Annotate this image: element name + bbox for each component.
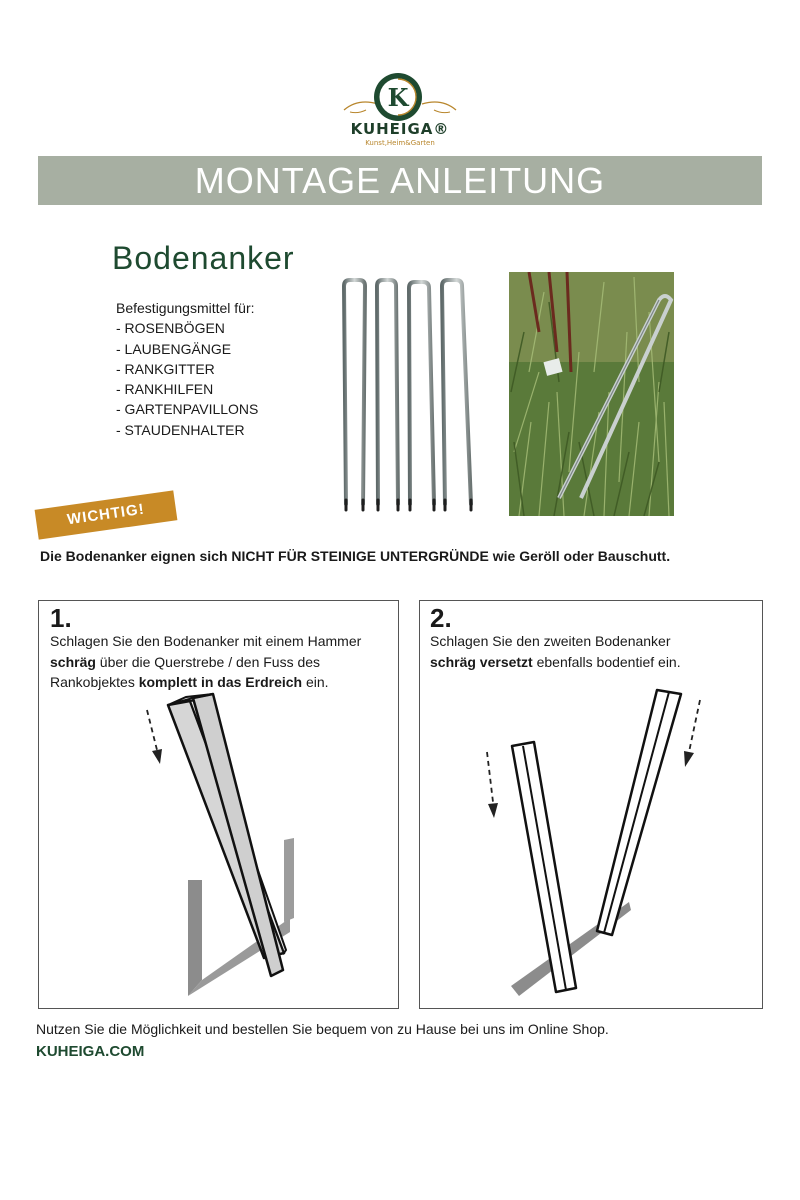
usage-item: - ROSENBÖGEN (116, 320, 225, 337)
logo-letter: K (387, 83, 409, 112)
usage-item: - RANKGITTER (116, 360, 215, 377)
warning-text-part: Die Bodenanker eignen sich (40, 548, 232, 564)
step-1-emphasis: schräg (50, 653, 96, 670)
step-2-line: Schlagen Sie den zweiten Bodenanker (430, 633, 671, 649)
important-badge-label: WICHTIG! (66, 500, 146, 529)
page-title: MONTAGE ANLEITUNG (194, 160, 606, 201)
usage-heading: Befestigungsmittel für: (116, 300, 255, 316)
step-1-line: Schlagen Sie den Bodenanker mit einem Hammer (50, 633, 362, 649)
usage-item: - RANKHILFEN (116, 381, 214, 398)
staples-product-image (330, 272, 490, 517)
warning-text-emphasis: NICHT FÜR STEINIGE UNTERGRÜNDE (231, 548, 489, 564)
step-1-text: Rankobjektes (50, 674, 139, 690)
warning-text-part: wie Geröll oder Bauschutt. (488, 548, 671, 564)
footer-text: Nutzen Sie die Möglichkeit und bestellen Sie bequem von zu Hause bei uns im Online Shop. (36, 1021, 609, 1037)
logo-tagline: Kunst,Heim&Garten (365, 139, 435, 147)
step-1-text: über die Querstrebe / den Fuss des (95, 653, 321, 670)
shop-link[interactable]: KUHEIGA.COM (36, 1043, 145, 1060)
step-1-text: ein. (302, 674, 329, 690)
usage-item: - LAUBENGÄNGE (116, 340, 232, 357)
ground-anchor-photo (509, 272, 674, 516)
step-1-emphasis: komplett in das Erdreich (138, 674, 303, 690)
step-2-emphasis: schräg versetzt (430, 653, 533, 670)
logo-brand-name: KUHEIGA® (350, 120, 450, 138)
warning-text (40, 548, 670, 564)
step-1-number: 1. (50, 603, 72, 633)
product-title: Bodenanker (112, 240, 295, 276)
step-2-illustration (419, 600, 763, 1009)
usage-item: - GARTENPAVILLONS (116, 401, 259, 418)
step-2-number: 2. (430, 603, 452, 633)
step-1-illustration (38, 600, 399, 1009)
usage-list (116, 298, 258, 440)
usage-item: - STAUDENHALTER (116, 421, 245, 438)
step-2-text: ebenfalls bodentief ein. (532, 653, 681, 670)
